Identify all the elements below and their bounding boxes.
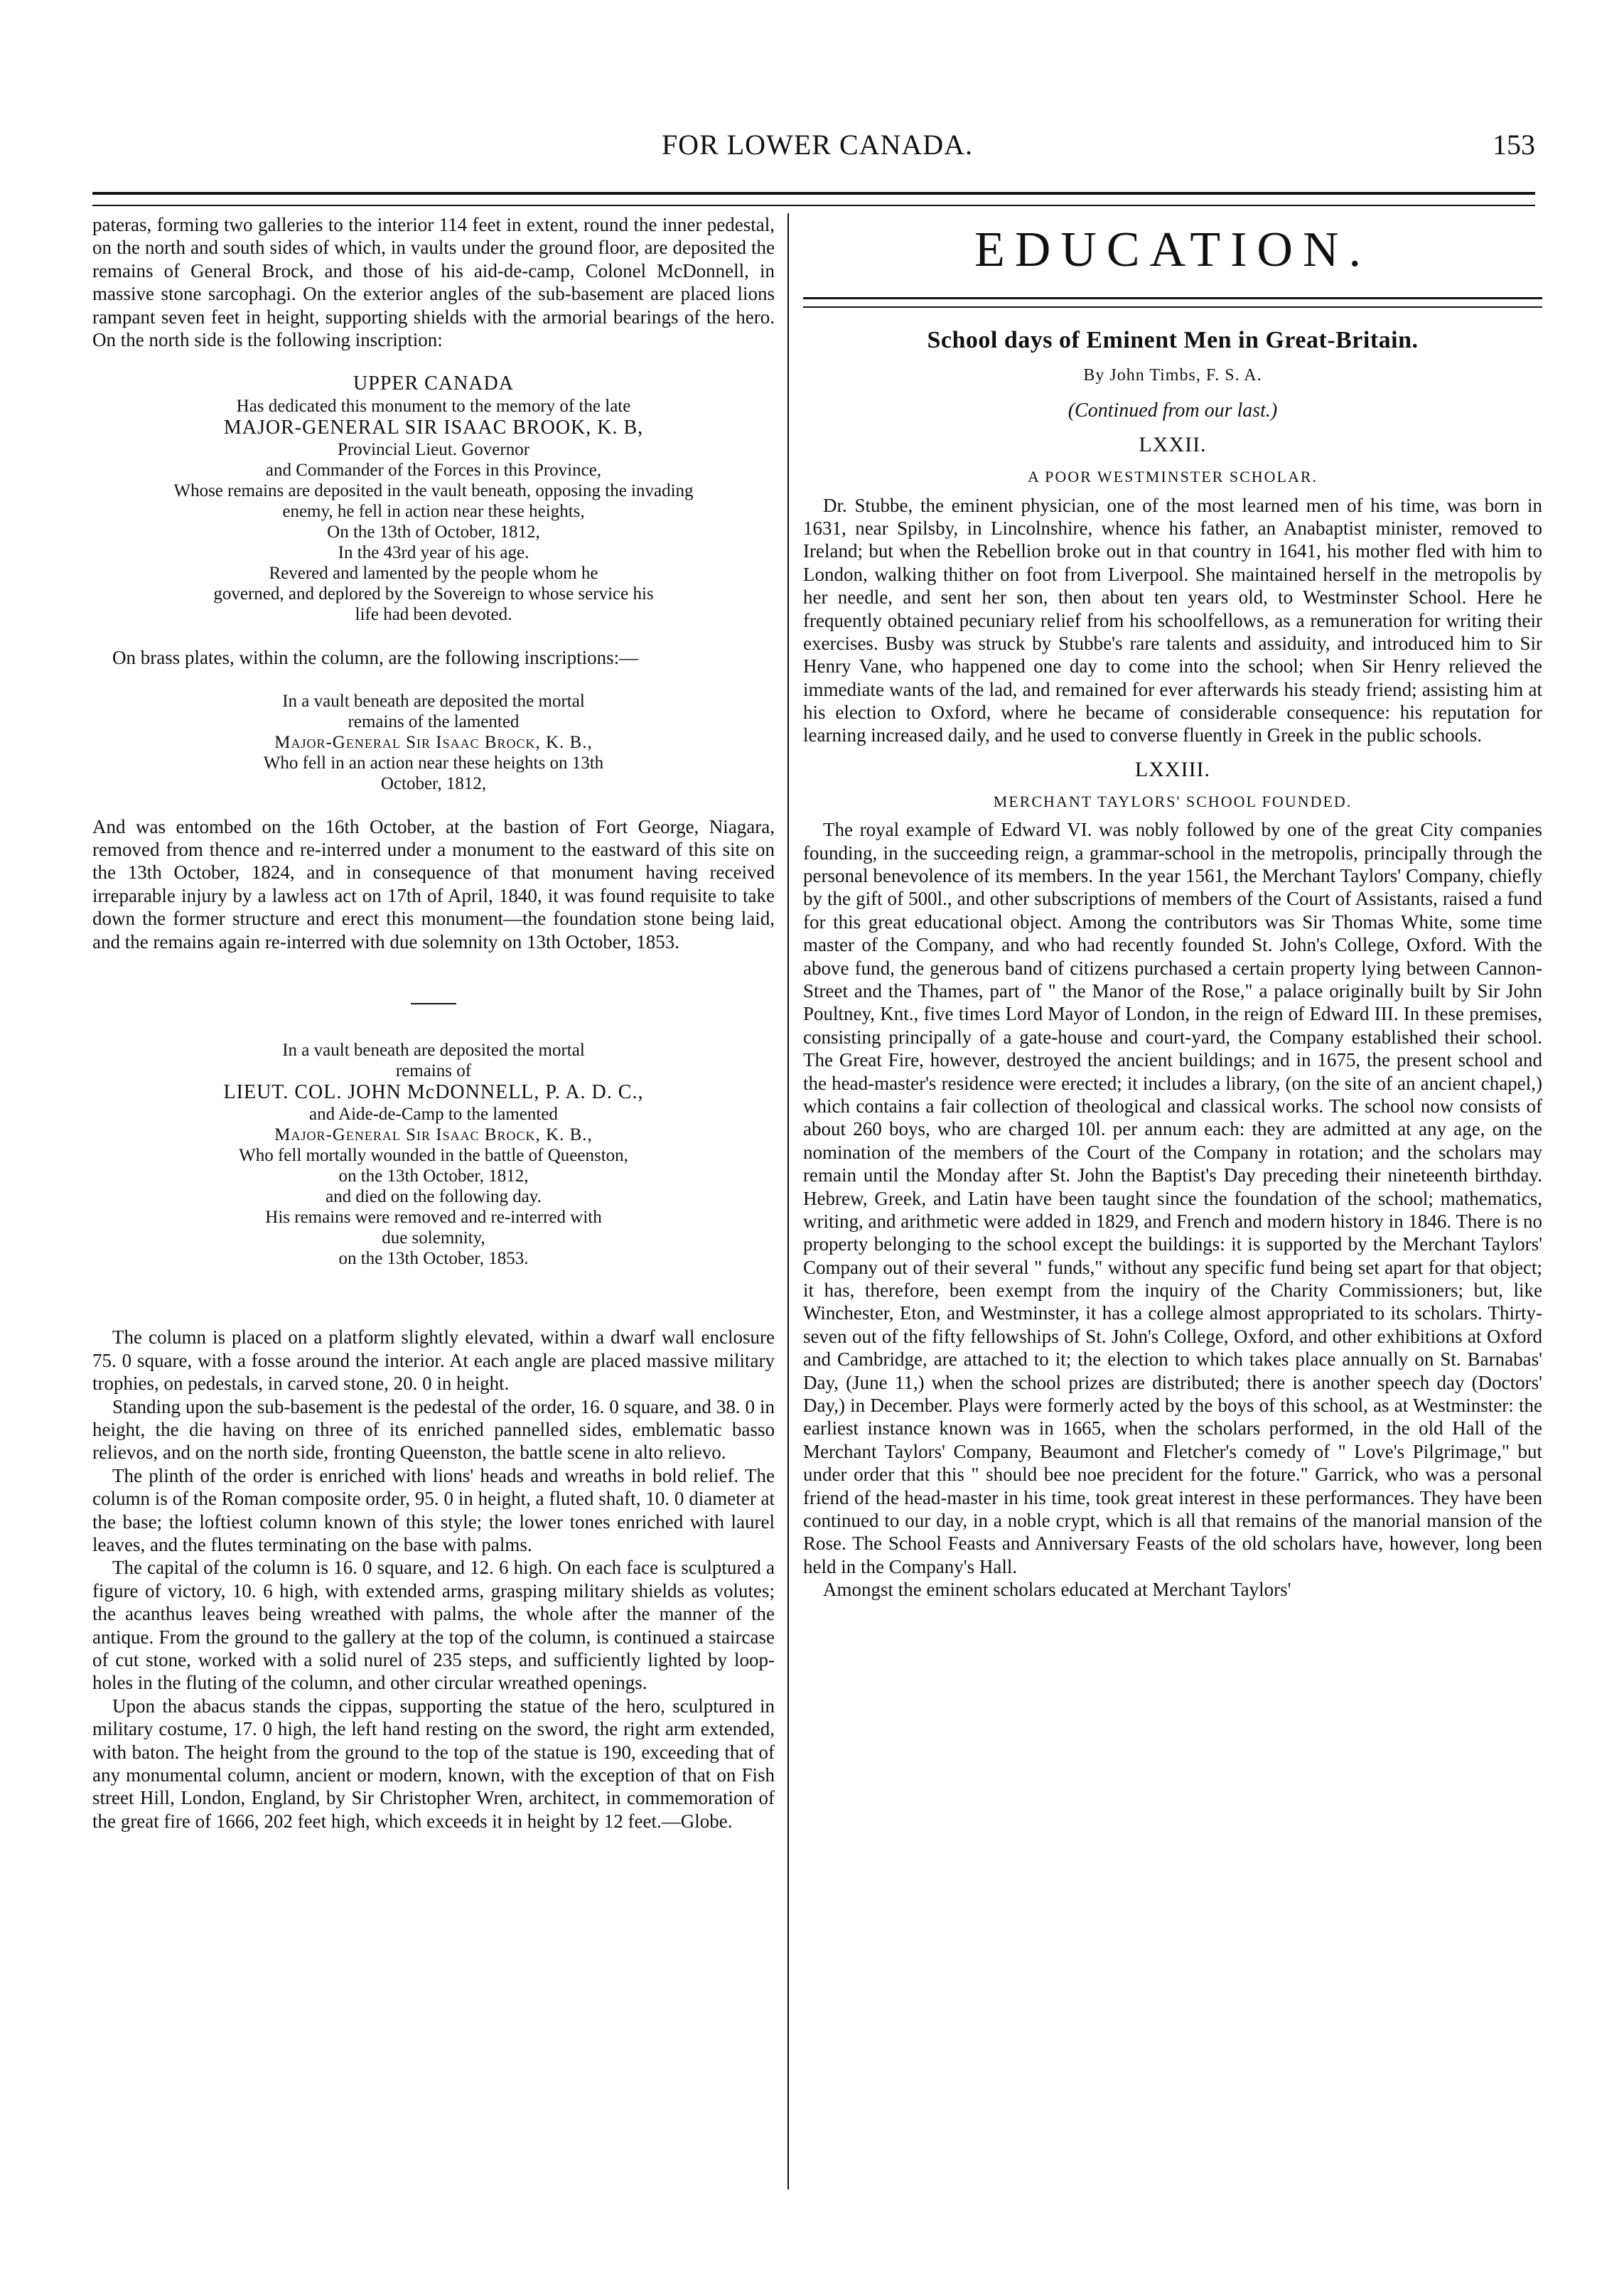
header-rule (92, 192, 1535, 206)
inscription-line: Revered and lamented by the people whom he (269, 564, 598, 584)
byline: By John Timbs, F. S. A. (1083, 365, 1262, 385)
paragraph-plinth: The plinth of the order is enriched with lions' heads and wreaths in bold relief. The column is of the Roman composite order, 95. 0 in height, a fluted shaft, 10. 0 diameter at the base; the loftiest column known of this style; the lower tones enriched with laurel leaves, and the flutes terminating on the base with palms. (92, 1464, 775, 1555)
inscription-line: and died on the following day. (326, 1187, 542, 1207)
inscription-upper-canada (114, 372, 753, 625)
paragraph-entombed: And was entombed on the 16th October, at the bastion of Fort George, Niagara, removed from thence and re-interred under a monument to the eastward of this site on the 13th October, 1824, and in consequence of that monument having received irreparable injury by a lawless act on 17th of April, 1840, it was found requisite to take down the former structure and erect this monument—the foundation stone being laid, and the remains again re-interred with due solemnity on 13th October, 1853. (92, 815, 775, 953)
running-title: FOR LOWER CANADA. (661, 129, 974, 161)
section-rule (803, 297, 1542, 308)
paragraph-pedestal: Standing upon the sub-basement is the pedestal of the order, 16. 0 square, and 38. 0 in height, the die having on three of its enriched pannelled sides, emblematic basso relievos, and on the north side, fronting Queenston, the battle scene in alto relievo. (92, 1395, 775, 1464)
chapter-subhead: MERCHANT TAYLORS' SCHOOL FOUNDED. (993, 792, 1353, 810)
inscription-line: governed, and deplored by the Sovereign to whose service his (213, 584, 654, 604)
inscription-line: Who fell mortally wounded in the battle of Queenston, (239, 1146, 628, 1166)
paragraph-capital: The capital of the column is 16. 0 square, and 12. 6 high. On each face is sculptured a figure of victory, 10. 6 high, with extended arms, grasping military shields as volutes; the acanthus leaves being wreathed with palms, the whole after the manner of the antique. From the ground to the gallery at the top of the column, is continued a staircase of cut stone, worked with a solid nurel of 235 steps, and sufficiently lighted by loop-holes in the fluting of the column, and other circular wreathed openings. (92, 1557, 775, 1694)
running-head (100, 128, 1535, 171)
right-column (803, 213, 1542, 1602)
column-divider (787, 213, 789, 2189)
inscription-line: on the 13th October, 1812, (338, 1166, 529, 1186)
inscription-line: Major-General Sir Isaac Brock, K. B., (274, 732, 593, 752)
inscription-line: Has dedicated this monument to the memory of the late (236, 396, 631, 416)
inscription-line: and Commander of the Forces in this Province, (265, 461, 602, 481)
article-title: School days of Eminent Men in Great-Britain. (927, 327, 1419, 353)
chapter-subhead: A POOR WESTMINSTER SCHOLAR. (1027, 468, 1318, 486)
inscription-line: MAJOR-GENERAL SIR ISAAC BROOK, K. B, (223, 416, 644, 439)
inscription-line: remains of (395, 1061, 472, 1081)
inscription-line: remains of the lamented (348, 712, 520, 731)
inscription-mcdonnell-vault (114, 1040, 753, 1269)
left-column (92, 213, 775, 1833)
paragraph-merchant-taylors: The royal example of Edward VI. was nobly followed by one of the great City companies founding, in the succeeding reign, a grammar-school in the metropolis, principally through the personal benevolence of its members. In the year 1561, the Merchant Taylors' Company, chiefly by the gift of 500l., and other subscriptions of members of the Court of Assistants, raised a fund for this great educational object. Among the contributors was Sir Thomas White, some time master of the Company, and who had recently founded St. John's College, Oxford. With the above fund, the generous band of citizens purchased a certain property lying between Cannon-Street and the Thames, part of " the Manor of the Rose," a palace originally built by Sir John Poultney, Knt., five times Lord Mayor of London, in the reign of Edward III. In these premises, consisting principally of a gate-house and court-yard, the Company established their school. The Great Fire, however, destroyed the ancient buildings; and in 1675, the present school and the head-master's residence were erected; it includes a library, (on the site of an ancient chapel,) which contains a fair collection of theological and classical works. The school now consists of about 260 boys, who are charged 10l. per annum each: they are admitted at any age, on the nomination of the members of the Court of the Company in rotation; and the scholars may remain until the Monday after St. John the Baptist's Day preceding their nineteenth birthday. Hebrew, Greek, and Latin have been taught since the foundation of the school; mathematics, writing, and arithmetic were added in 1829, and French and modern history in 1846. There is no property belonging to the school except the buildings: it is supported by the Merchant Taylors' Company out of their several " funds," without any specific fund being set apart for that object; it has, therefore, been exempt from the inquiry of the Charity Commissioners; but, like Winchester, Eton, and Westminster, it has a college almost appropriated to its scholars. Thirty-seven out of the fifty fellowships of St. John's College, Oxford, and other exhibitions at Oxford and Cambridge, are attached to it; the election to which takes place annually on St. Barnabas' Day, (June 11,) when the school prizes are distributed; there is another speech day (Doctors' Day,) in December. Plays were formerly acted by the boys of this school, as at Westminster: the earliest instance known was in 1665, when the scholars performed, in the old Hall of the Merchant Taylors' Company, Beaumont and Fletcher's comedy of " Love's Pilgrimage," but under order that this " should bee noe precident for the foture." Garrick, who was a personal friend of the head-master in his time, took great interest in these performances. They have been continued to our day, in a noble crypt, which is all that remains of the manorial mansion of the Rose. The School Feasts and Anniversary Feasts of the old scholars have, however, long been held in the Company's Hall. (803, 819, 1542, 1577)
inscription-line: On the 13th of October, 1812, (327, 522, 540, 542)
inscription-line: Who fell in an action near these heights on 13th (263, 753, 604, 773)
paragraph-pateras: pateras, forming two galleries to the interior 114 feet in extent, round the inner pedestal, on the north and south sides of which, in vaults under the ground floor, are deposited the remains of General Brock, and those of his aid-de-camp, Colonel McDonnell, in massive stone sarcophagi. On the exterior angles of the sub-basement are placed lions rampant seven feet in height, supporting shields with the armorial bearings of the hero. On the north side is the following inscription: (92, 214, 775, 350)
chapter-number: LXXIII. (1134, 757, 1211, 781)
paragraph-eminent-scholars: Amongst the eminent scholars educated at Merchant Taylors' (823, 1579, 1291, 1601)
inscription-line: Whose remains are deposited in the vault beneath, opposing the invading (173, 481, 694, 501)
inscription-line: due solemnity, (382, 1228, 485, 1248)
paragraph-abacus: Upon the abacus stands the cippas, supporting the statue of the hero, sculptured in military costume, 17. 0 high, the left hand resting on the sword, the right arm extended, with baton. The height from the ground to the top of the statue is 190, exceeding that of any monumental column, ancient or modern, known, with the exception of that on Fish street Hill, London, England, by Sir Christopher Wren, architect, in commemoration of the great fire of 1666, 202 feet high, which exceeds it in height by 12 feet.—Globe. (92, 1695, 775, 1832)
inscription-line: LIEUT. COL. JOHN McDONNELL, P. A. D. C., (223, 1081, 644, 1104)
section-title: EDUCATION. (974, 222, 1372, 277)
inscription-line: In a vault beneath are deposited the mortal (282, 691, 585, 711)
inscription-line: Provincial Lieut. Governor (337, 440, 530, 460)
inscription-line: and Aide-de-Camp to the lamented (309, 1105, 558, 1125)
divider-rule (411, 1003, 456, 1004)
continued-note: (Continued from our last.) (1068, 399, 1278, 422)
paragraph-brass-plates: On brass plates, within the column, are the following inscriptions:— (112, 647, 639, 669)
inscription-line: In a vault beneath are deposited the mortal (282, 1041, 585, 1061)
chapter-number: LXXII. (1139, 433, 1207, 457)
inscription-line: October, 1812, (380, 773, 487, 793)
inscription-brock-vault (114, 691, 753, 794)
inscription-line: In the 43rd year of his age. (338, 543, 529, 563)
page-number: 153 (1493, 129, 1535, 161)
paragraph-stubbe: Dr. Stubbe, the eminent physician, one of the most learned men of his time, was born in 1631, near Spilsby, in Lincolnshire, whence his father, an Anabaptist minister, removed to Ireland; but when the Rebellion broke out in that country in 1641, his mother fled with him to London, walking thither on foot from Liverpool. She maintained herself in the metropolis by her needle, and sent her son, then about ten years old, to Westminster School. Here he frequently obtained pecuniary relief from his schoolfellows, as a remuneration for writing their exercises. Busby was struck by Stubbe's rare talents and assiduity, and introduced him to Sir Henry Vane, who happened one day to come into the school; when Sir Henry relieved the immediate wants of the lad, and remained for ever afterwards his steady friend; assisting him at his election to Oxford, where he became of considerable consequence: his reputation for learning increased daily, and he used to converse fluently in Greek in the public schools. (803, 494, 1542, 746)
inscription-line: on the 13th October, 1853. (338, 1249, 529, 1269)
inscription-line: Major-General Sir Isaac Brock, K. B., (274, 1125, 593, 1145)
inscription-line: enemy, he fell in action near these heights, (282, 502, 585, 522)
paragraph-column-platform: The column is placed on a platform slightly elevated, within a dwarf wall enclosure 75. 0 square, with a fosse around the interior. At each angle are placed massive military trophies, on pedestals, in carved stone, 20. 0 in height. (92, 1326, 775, 1395)
inscription-line: life had been devoted. (355, 605, 512, 625)
inscription-line: UPPER CANADA (353, 372, 514, 395)
inscription-line: His remains were removed and re-interred with (265, 1208, 602, 1228)
